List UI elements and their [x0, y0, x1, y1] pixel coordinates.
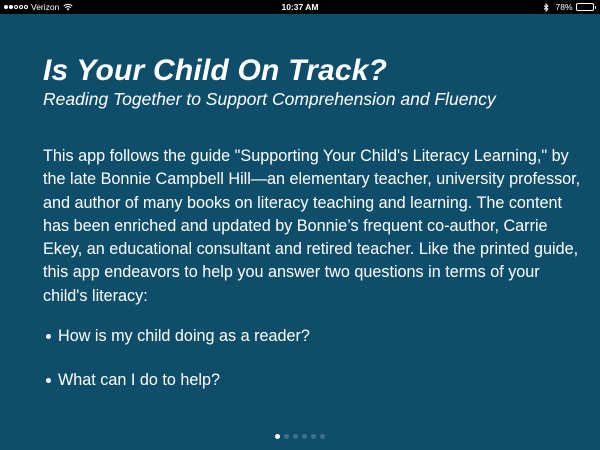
list-item-text: What can I do to help?	[58, 371, 220, 389]
bluetooth-icon	[543, 3, 549, 12]
page-dot-3[interactable]	[293, 434, 298, 439]
page-subtitle: Reading Together to Support Comprehension and Fluency	[43, 89, 496, 109]
page-dot-2[interactable]	[284, 434, 289, 439]
page-title: Is Your Child On Track?	[43, 54, 388, 87]
status-right	[543, 0, 596, 14]
page-dot-4[interactable]	[302, 434, 307, 439]
bullet-icon	[46, 334, 51, 339]
list-item-text: How is my child doing as a reader?	[58, 327, 310, 345]
battery-icon	[576, 3, 597, 11]
header	[43, 54, 588, 110]
page-indicator[interactable]	[0, 434, 600, 439]
page-dot-1[interactable]	[275, 434, 280, 439]
bullet-icon	[46, 378, 51, 383]
list-item	[46, 369, 220, 391]
status-bar	[0, 0, 600, 14]
battery-percent: 78%	[555, 2, 573, 12]
list-item	[46, 325, 310, 347]
status-time: 10:37 AM	[281, 2, 319, 12]
carrier-name: Verizon	[31, 2, 60, 12]
page-dot-6[interactable]	[320, 434, 325, 439]
intro-paragraph: This app follows the guide "Supporting Your Child's Literacy Learning," by the late Bonnie Campbell Hill—an elementary teacher, university professor, and author of many books on literacy teaching and learning. The content has been enriched and updated by Bonnie’s frequent co-author, Carrie Ekey, an educational consultant and retired teacher. Like the printed guide, this app endeavors to help you answer two questions in terms of your child's literacy:	[43, 147, 581, 305]
page-dot-5[interactable]	[311, 434, 316, 439]
